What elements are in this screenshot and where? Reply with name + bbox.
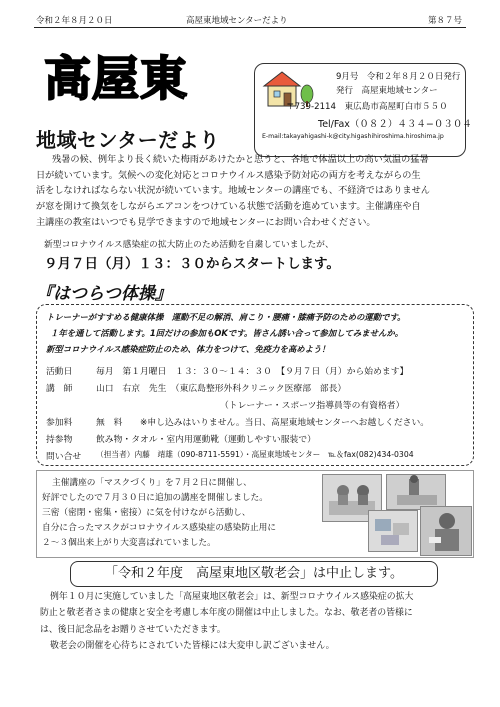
notice-line: 防止と敬老者さまの健康と安全を考慮し本年度の開催は中止しました。なお、敬老者の皆様に <box>40 608 413 619</box>
header-date: 令和２年８月２０日 <box>36 16 113 26</box>
header-issue: 第８７号 <box>428 16 463 26</box>
workshop-photo-3 <box>368 510 418 552</box>
masthead-subtitle: 地域センターだより <box>36 128 220 152</box>
intro-paragraph <box>36 152 476 231</box>
workshop-photo-2 <box>386 474 446 510</box>
exercise-lead-1: トレーナーがすすめる健康体操 運動不足の解消、肩こり・腰痛・膝痛予防のための運動です。 <box>46 312 406 322</box>
exercise-row-label: 講 師 <box>46 384 73 394</box>
mask-line: 主催講座の「マスクづくり」を７月２日に開催し、 <box>52 478 252 488</box>
notice-line: は、後日記念品をお贈りさせていただきます。 <box>40 624 226 635</box>
exercise-row-value: （トレーナー・スポーツ指導員等の有資格者） <box>220 401 405 411</box>
restart-note: 新型コロナウイルス感染症の拡大防止のため活動を自粛していましたが、 <box>44 240 334 250</box>
mask-line: 好評でしたので７月３０日に追加の講座を開催しました。 <box>42 493 268 503</box>
info-email-line: E-mail:takayahigashi-k@city.higashihiroshima.hiroshima.jp <box>262 133 444 140</box>
info-tel-line: Tel/Fax（０８２）４３４−０３０４ <box>318 119 472 130</box>
mask-line: ２〜３個出来上がり大変喜ばれていました。 <box>42 538 216 548</box>
intro-line: 残暑の候、例年より長く続いた梅雨があけたかと思うと、各地で体温以上の高い気温の猛暑 <box>52 154 429 165</box>
mask-line: 自分に合ったマスクがコロナウイルス感染症の感染防止用に <box>42 523 277 533</box>
exercise-lead-2: １年を通して活動します。1回だけの参加もOKです。皆さん誘い合って参加してみませんか。 <box>50 328 404 338</box>
restart-date: ９月７日（月）１３：３０からスタートします。 <box>44 256 340 272</box>
notice-title: 「令和２年度 高屋東地区敬老会」は中止します。 <box>70 561 438 587</box>
workshop-photo-4 <box>420 506 472 556</box>
exercise-row-value: 毎月 第１月曜日 １３：３０〜１４：３０ 【９月７日（月）から始めます】 <box>96 367 409 377</box>
info-publisher-line: 発行 高屋東地域センター <box>336 86 438 96</box>
intro-line: 主講座の教室はいつでも見学できますので地域センターにお問い合わせください。 <box>36 216 376 228</box>
exercise-row-value: （担当者）内藤 靖雄（090-8711-5591）・高屋東地域センター ℡＆fax(082)434-0304 <box>96 450 414 459</box>
masthead-title: 高屋東 <box>44 52 188 107</box>
notice-line: 例年１０月に実施していました「高屋東地区敬老会」は、新型コロナウイルス感染症の拡大 <box>50 592 414 602</box>
notice-paragraph <box>40 589 480 655</box>
info-address-line: 〒739-2114 東広島市高屋町白市５５０ <box>286 102 448 112</box>
mask-workshop-text <box>42 476 276 551</box>
intro-line: 活をしなければならない状況が続いています。地域センターの講座でも、不経済ではありません <box>36 185 430 197</box>
info-issue-line: 9月号 令和２年８月２０日発行 <box>336 72 461 82</box>
notice-line: 敬老会の開催を心待ちにされていた皆様には大変申し訳ございません。 <box>50 641 335 652</box>
exercise-row-value: 飲み物・タオル・室内用運動靴（運動しやすい服装で） <box>96 435 316 445</box>
exercise-row-label: 問い合せ <box>46 452 82 462</box>
exercise-row-label: 活動日 <box>46 367 73 377</box>
exercise-row-value: 山口 右京 先生 （東広島整形外科クリニック医療部 部長） <box>96 384 347 394</box>
header-publication: 高屋東地域センターだより <box>186 16 288 26</box>
exercise-row-value: 無 料 ※申し込みはいりません。当日、高屋東地域センターへお越しください。 <box>96 418 430 428</box>
exercise-title: 『はつらつ体操』 <box>36 284 172 304</box>
header-rule <box>34 27 466 28</box>
exercise-row-label: 持参物 <box>46 435 73 445</box>
intro-line: が窓を開けて換気をしながらエアコンをつけている状態で活動を進めています。主催講座や自 <box>36 201 421 213</box>
intro-line: 日が続いています。気候への変化対応とコロナウイルス感染予防対応の両方を考えながらの生 <box>36 169 421 181</box>
mask-line: 三密（密閉・密集・密接）に気を付けながら活動し、 <box>42 508 251 518</box>
exercise-row-label: 参加料 <box>46 418 73 428</box>
exercise-lead-3: 新型コロナウイルス感染症防止のため、体力をつけて、免疫力を高めよう！ <box>46 344 330 354</box>
